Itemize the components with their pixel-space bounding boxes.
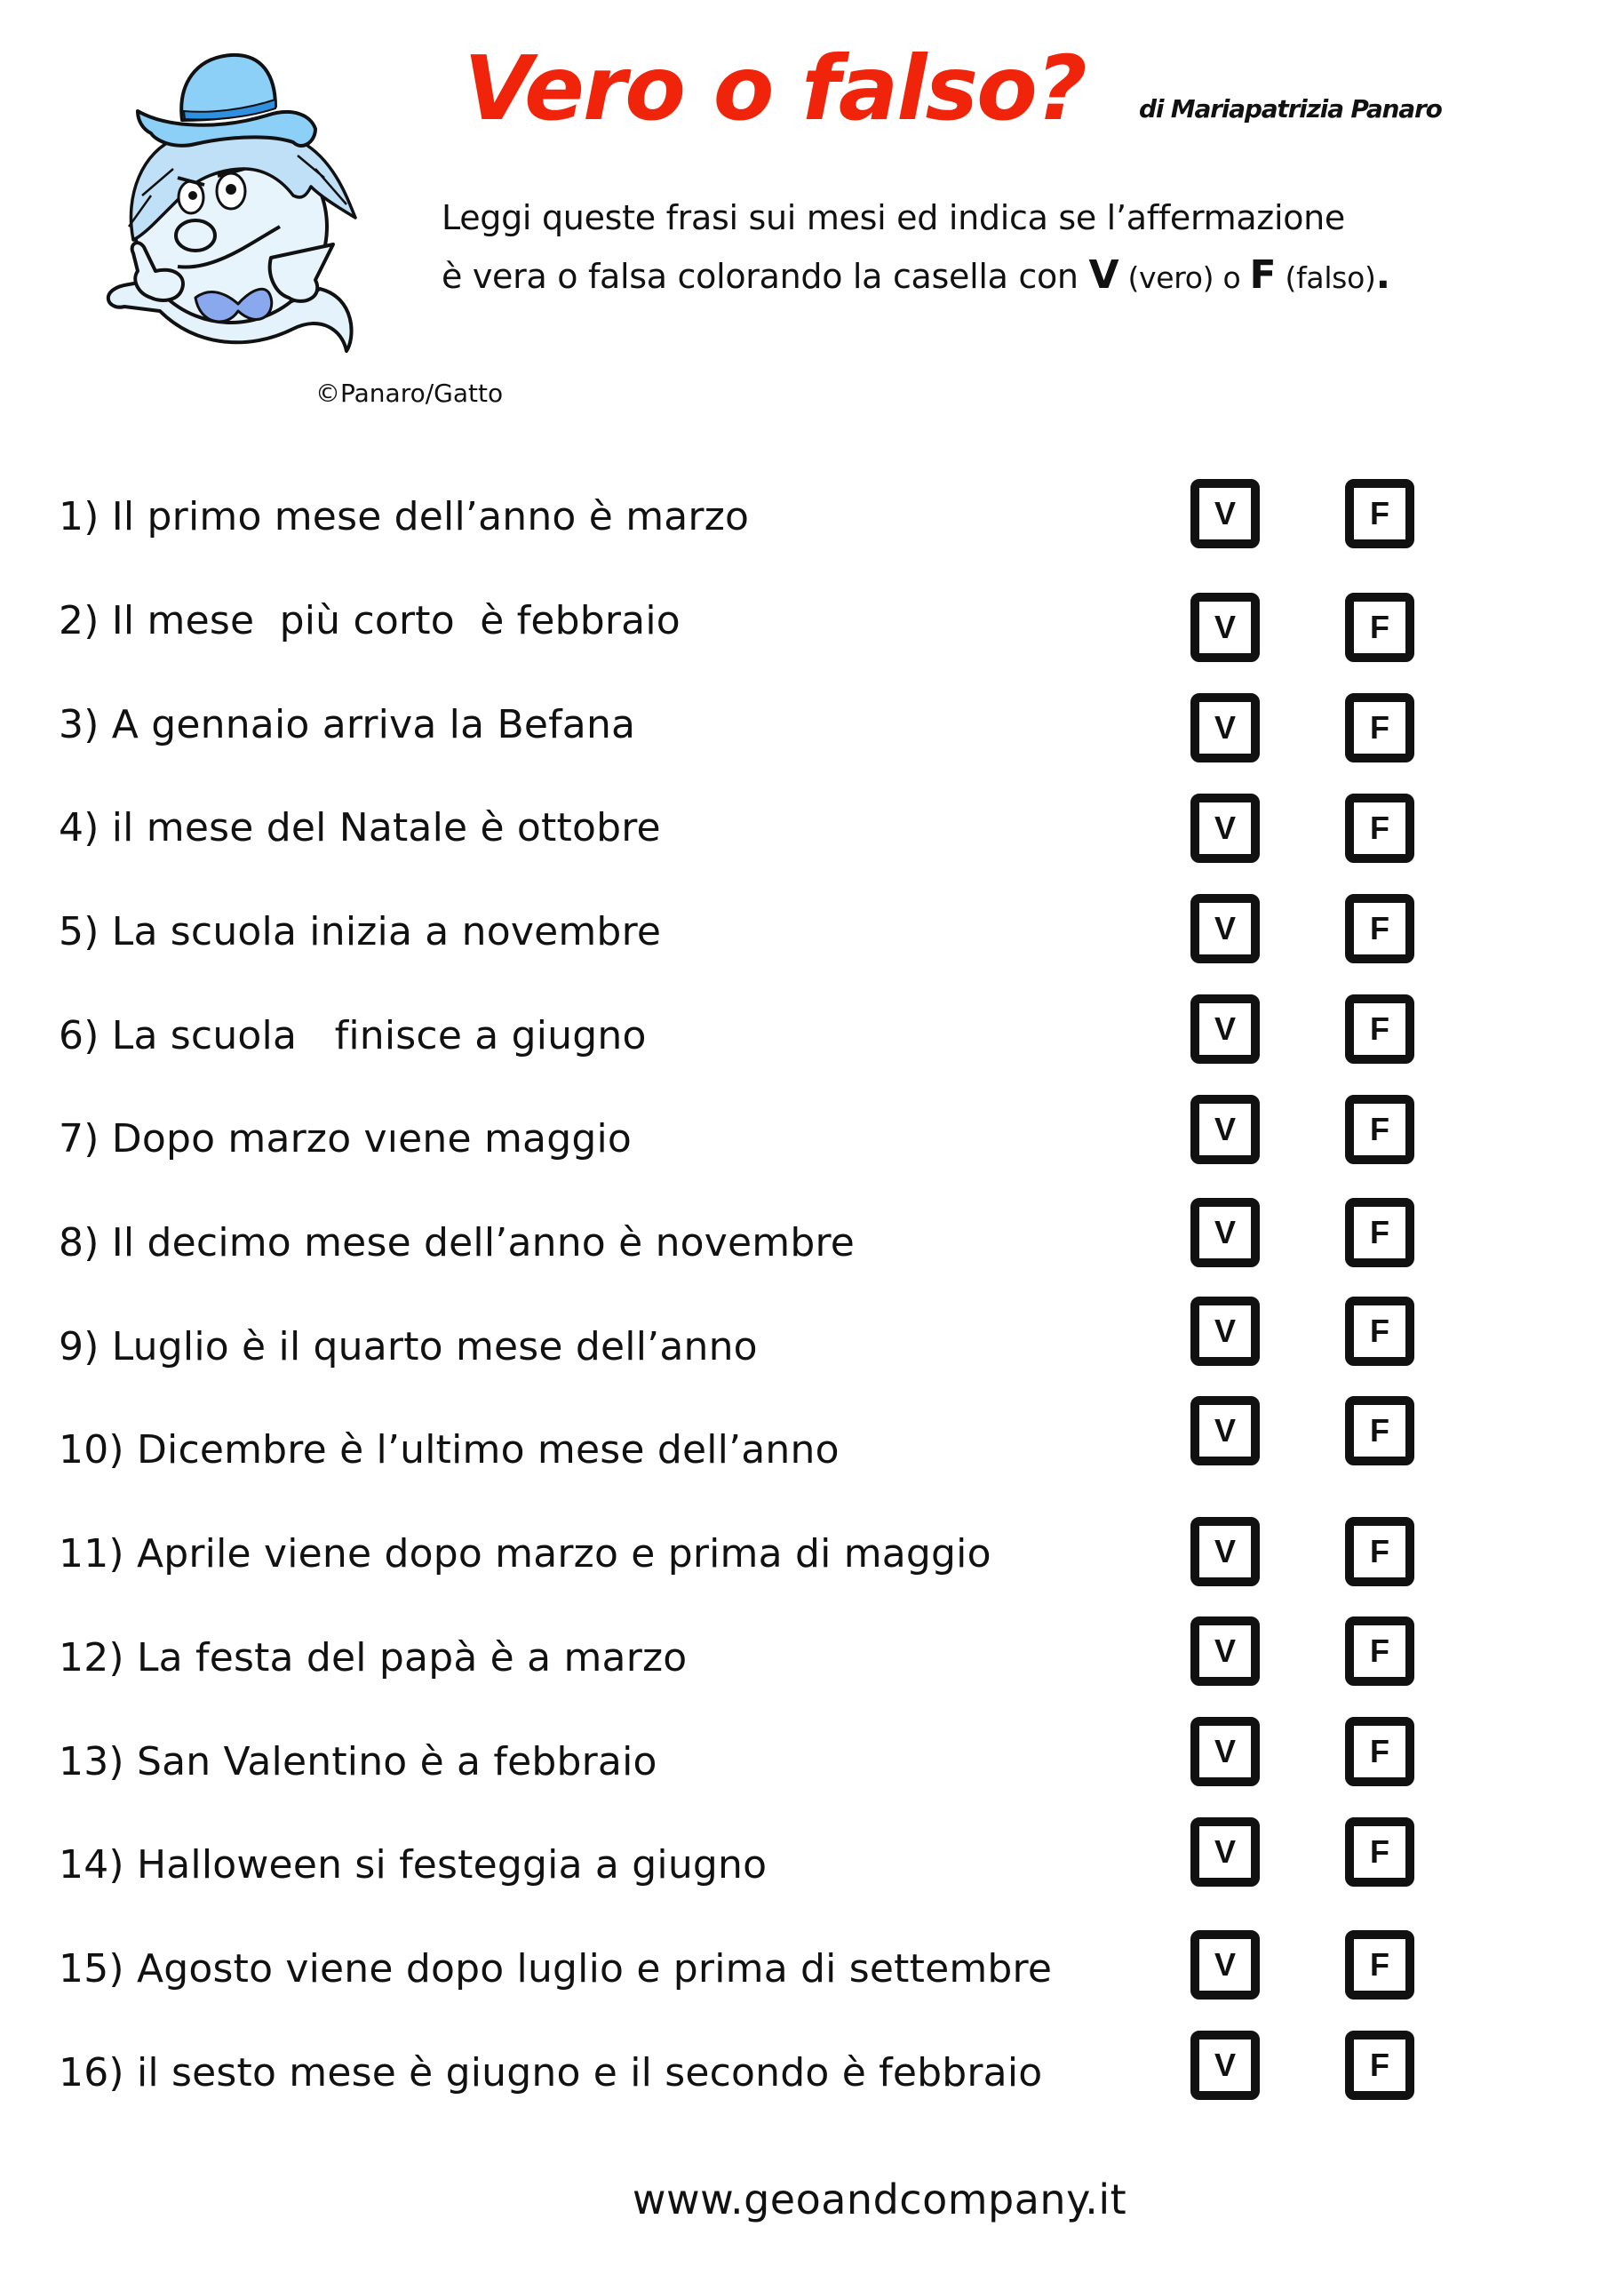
true-checkbox[interactable]: V [1190, 1817, 1260, 1887]
copyright-notice: ©Panaro/Gatto [315, 379, 504, 408]
true-checkbox[interactable]: V [1190, 1396, 1260, 1465]
false-checkbox[interactable]: F [1345, 1095, 1414, 1164]
true-checkbox[interactable]: V [1190, 994, 1260, 1064]
v-meaning: (vero) [1118, 260, 1223, 295]
question-text: 16) il sesto mese è giugno e il secondo è febbraio [59, 2050, 1043, 2095]
question-text: 10) Dicembre è l’ultimo mese dell’anno [59, 1427, 840, 1473]
question-text: 2) Il mese più corto è febbraio [59, 598, 681, 643]
title-text: Vero o falso? [464, 36, 1086, 140]
question-text: 6) La scuola finisce a giugno [59, 1013, 647, 1058]
period: . [1375, 252, 1390, 298]
question-text: 14) Halloween si festeggia a giugno [59, 1842, 768, 1888]
ghost-mascot-icon [89, 44, 382, 364]
question-text: 7) Dopo marzo vıene maggio [59, 1116, 633, 1161]
instructions-line-2 [442, 253, 1390, 300]
false-checkbox[interactable]: F [1345, 1198, 1414, 1267]
false-checkbox[interactable]: F [1345, 693, 1414, 762]
true-checkbox[interactable]: V [1190, 479, 1260, 548]
true-checkbox[interactable]: V [1190, 1517, 1260, 1586]
question-text: 15) Agosto viene dopo luglio e prima di settembre [59, 1946, 1053, 1992]
true-checkbox[interactable]: V [1190, 1198, 1260, 1267]
false-checkbox[interactable]: F [1345, 1717, 1414, 1786]
false-checkbox[interactable]: F [1345, 1396, 1414, 1465]
page-title [464, 36, 1086, 142]
question-text: 1) Il primo mese dell’anno è marzo [59, 494, 750, 539]
true-checkbox[interactable]: V [1190, 794, 1260, 863]
false-checkbox[interactable]: F [1345, 1930, 1414, 2000]
f-letter: F [1249, 252, 1277, 298]
question-text: 13) San Valentino è a febbraio [59, 1739, 657, 1784]
true-checkbox[interactable]: V [1190, 2031, 1260, 2100]
false-checkbox[interactable]: F [1345, 894, 1414, 963]
website-link[interactable]: www.geoandcompany.it [632, 2175, 1127, 2223]
instructions-text: è vera o falsa colorando la casella con [442, 257, 1089, 296]
false-checkbox[interactable]: F [1345, 1616, 1414, 1686]
v-letter: V [1088, 252, 1119, 298]
question-text: 8) Il decimo mese dell’anno è novembre [59, 1220, 856, 1265]
true-checkbox[interactable]: V [1190, 593, 1260, 662]
false-checkbox[interactable]: F [1345, 1517, 1414, 1586]
question-text: 5) La scuola inizia a novembre [59, 909, 662, 954]
false-checkbox[interactable]: F [1345, 794, 1414, 863]
true-checkbox[interactable]: V [1190, 894, 1260, 963]
f-meaning: (falso) [1276, 260, 1376, 295]
true-checkbox[interactable]: V [1190, 1616, 1260, 1686]
instructions-line-1: Leggi queste frasi sui mesi ed indica se l’affermazione [442, 198, 1346, 237]
true-checkbox[interactable]: V [1190, 693, 1260, 762]
false-checkbox[interactable]: F [1345, 1817, 1414, 1887]
true-checkbox[interactable]: V [1190, 1930, 1260, 2000]
true-checkbox[interactable]: V [1190, 1297, 1260, 1366]
false-checkbox[interactable]: F [1345, 479, 1414, 548]
question-text: 4) il mese del Natale è ottobre [59, 805, 661, 850]
true-checkbox[interactable]: V [1190, 1095, 1260, 1164]
false-checkbox[interactable]: F [1345, 593, 1414, 662]
true-checkbox[interactable]: V [1190, 1717, 1260, 1786]
connector: o [1222, 260, 1250, 295]
author-credit: di Mariapatrizia Panaro [1139, 94, 1442, 124]
false-checkbox[interactable]: F [1345, 2031, 1414, 2100]
false-checkbox[interactable]: F [1345, 994, 1414, 1064]
question-text: 12) La festa del papà è a marzo [59, 1635, 688, 1680]
question-text: 11) Aprile viene dopo marzo e prima di maggio [59, 1531, 991, 1577]
question-text: 3) A gennaio arriva la Befana [59, 702, 636, 747]
false-checkbox[interactable]: F [1345, 1297, 1414, 1366]
question-text: 9) Luglio è il quarto mese dell’anno [59, 1324, 758, 1369]
